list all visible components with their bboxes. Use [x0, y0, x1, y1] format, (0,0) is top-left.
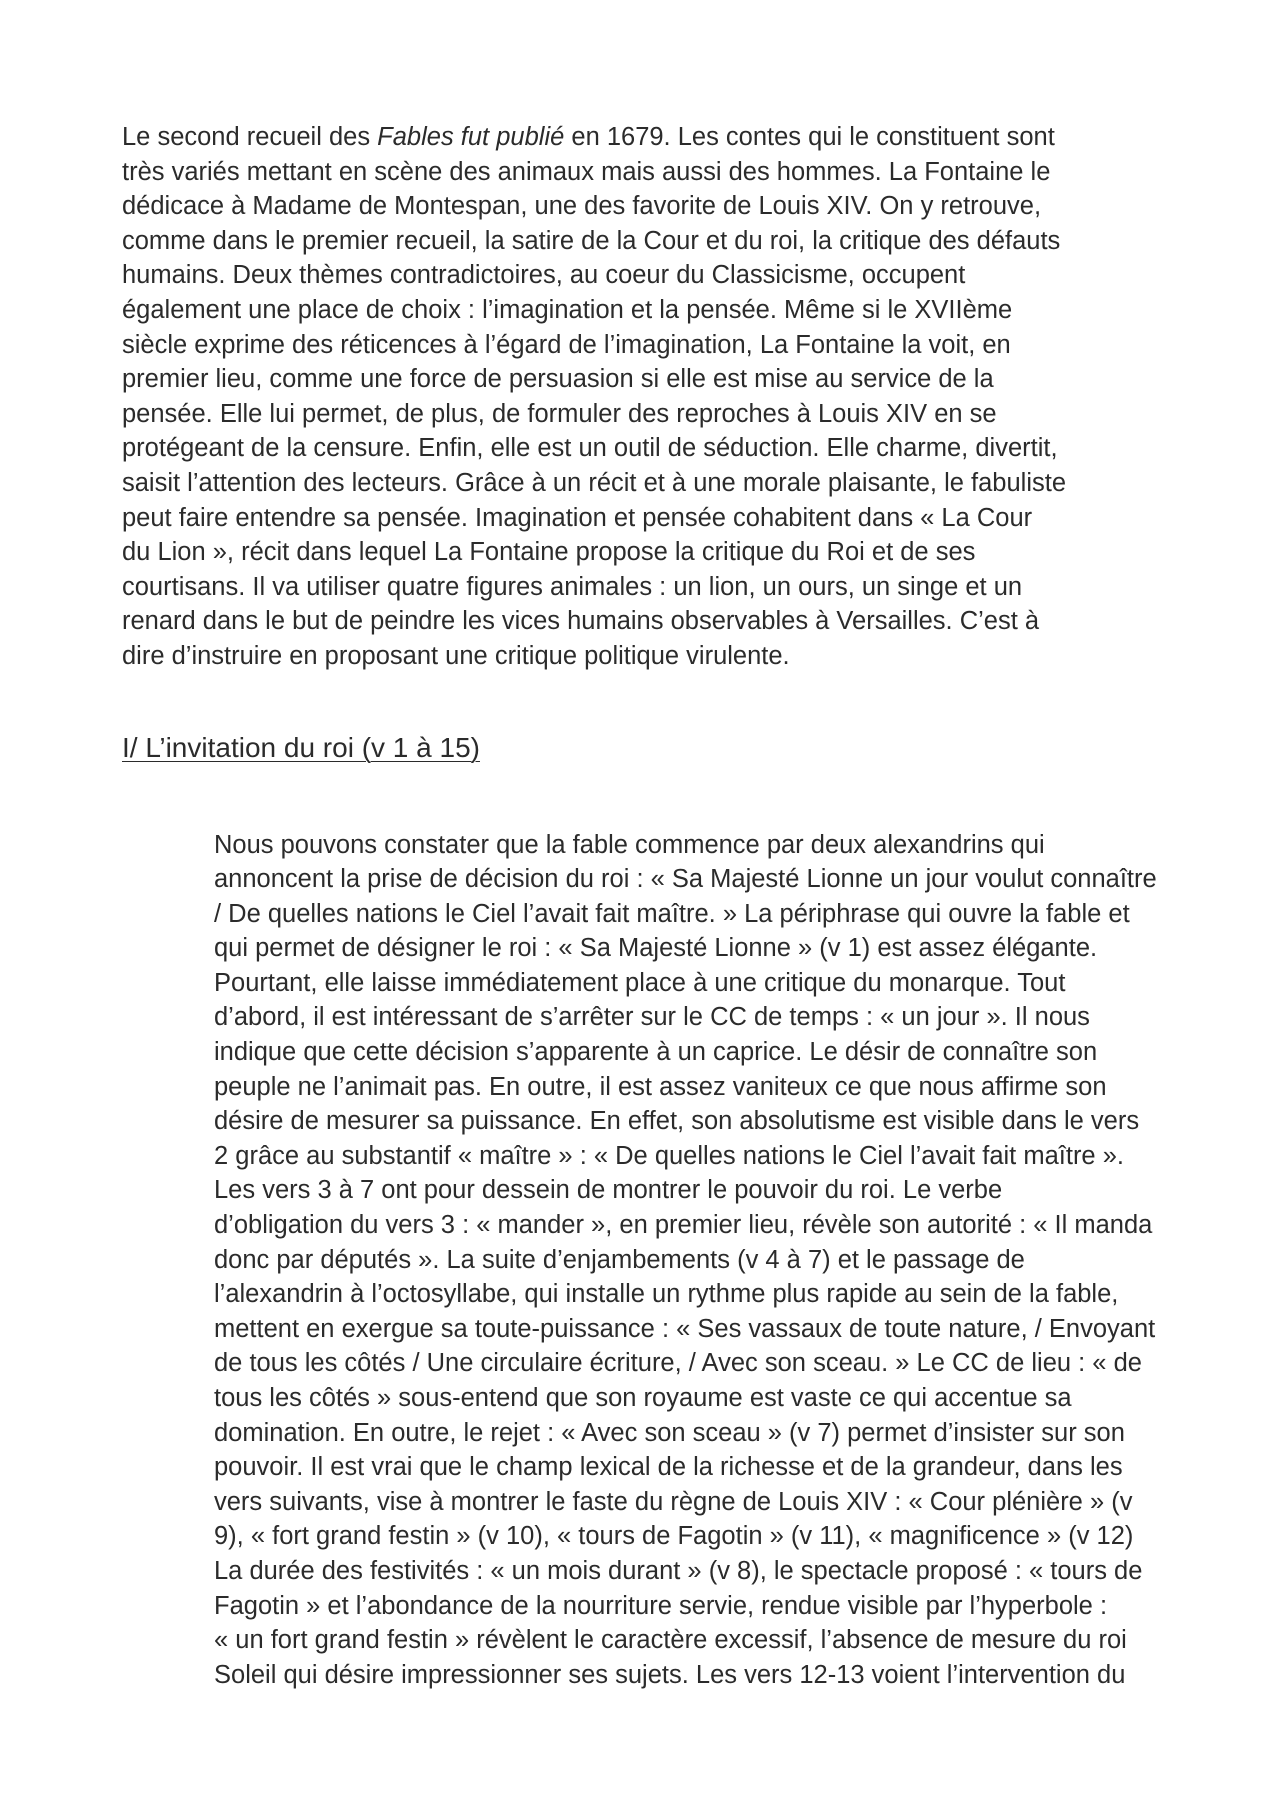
italic-title-text: Fables fut publié — [377, 123, 565, 151]
body-line: peuple ne l’animait pas. En outre, il est assez vaniteux ce que nous affirme son — [214, 1072, 1107, 1101]
intro-line — [122, 258, 1162, 293]
body-line: annoncent la prise de décision du roi : « Sa Majesté Lionne un jour voulut connaître — [214, 865, 1157, 894]
text-run: également une place de choix : l’imagination et la pensée. Même si le XVIIème — [122, 295, 1013, 324]
body-line: tous les côtés » sous-entend que son royaume est vaste ce qui accentue sa — [214, 1384, 1072, 1412]
body-line: désire de mesurer sa puissance. En effet, son absolutisme est visible dans le vers — [214, 1107, 1140, 1136]
intro-line — [122, 397, 1162, 432]
text-run: dire d’instruire en proposant une critique politique virulente. — [122, 641, 790, 670]
document-page — [122, 120, 1162, 1692]
body-line: d’obligation du vers 3 : « mander », en premier lieu, révèle son autorité : « Il manda — [214, 1211, 1153, 1240]
intro-line — [122, 120, 1162, 155]
text-run: siècle exprime des réticences à l’égard de l’imagination, La Fontaine la voit, en — [122, 330, 1011, 359]
text-run: dédicace à Madame de Montespan, une des favorite de Louis XIV. On y retrouve, — [122, 192, 1042, 221]
text-run: pensée. Elle lui permet, de plus, de formuler des reproches à Louis XIV en se — [122, 399, 997, 428]
body-line: « un fort grand festin » révèlent le caractère excessif, l’absence de mesure du roi — [214, 1626, 1127, 1655]
text-run: renard dans le but de peindre les vices humains observables à Versailles. C’est à — [122, 607, 1040, 636]
body-line: Soleil qui désire impressionner ses sujets. Les vers 12-13 voient l’intervention du — [214, 1660, 1126, 1689]
intro-paragraph — [122, 120, 1162, 674]
text-run: très variés mettant en scène des animaux mais aussi des hommes. La Fontaine le — [122, 157, 1051, 186]
intro-line — [122, 189, 1162, 224]
intro-line — [122, 224, 1162, 259]
section-heading: I/ L’invitation du roi (v 1 à 15) — [122, 731, 480, 763]
body-line: 9), « fort grand festin » (v 10), « tours de Fagotin » (v 11), « magnificence » (v 12) — [214, 1522, 1134, 1551]
body-line: / De quelles nations le Ciel l’avait fait maître. » La périphrase qui ouvre la fable et — [214, 899, 1130, 928]
body-line: Pourtant, elle laisse immédiatement place à une critique du monarque. Tout — [214, 968, 1066, 997]
text-run: premier lieu, comme une force de persuasion si elle est mise au service de la — [122, 365, 994, 394]
body-line: qui permet de désigner le roi : « Sa Majesté Lionne » (v 1) est assez élégante. — [214, 934, 1098, 963]
body-line: domination. En outre, le rejet : « Avec son sceau » (v 7) permet d’insister sur son — [214, 1418, 1125, 1447]
text-run: peut faire entendre sa pensée. Imagination et pensée cohabitent dans « La Cour — [122, 503, 1033, 532]
body-line: vers suivants, vise à montrer le faste du règne de Louis XIV : « Cour plénière » (v — [214, 1487, 1133, 1516]
intro-line — [122, 293, 1162, 328]
intro-line — [122, 328, 1162, 363]
text-run: courtisans. Il va utiliser quatre figures animales : un lion, un ours, un singe et un — [122, 572, 1023, 601]
text-run: du Lion », récit dans lequel La Fontaine propose la critique du Roi et de ses — [122, 538, 976, 567]
body-line: 2 grâce au substantif « maître » : « De quelles nations le Ciel l’avait fait maître ». — [214, 1141, 1124, 1170]
body-line: Les vers 3 à 7 ont pour dessein de montrer le pouvoir du roi. Le verbe — [214, 1176, 1003, 1205]
intro-line — [122, 501, 1162, 536]
text-run: comme dans le premier recueil, la satire de la Cour et du roi, la critique des défauts — [122, 226, 1061, 255]
body-line: mettent en exergue sa toute-puissance : « Ses vassaux de toute nature, / Envoyant — [214, 1314, 1156, 1343]
body-line: indique que cette décision s’apparente à un caprice. Le désir de connaître son — [214, 1038, 1098, 1067]
body-line: d’abord, il est intéressant de s’arrêter sur le CC de temps : « un jour ». Il nous — [214, 1003, 1090, 1032]
body-line: pouvoir. Il est vrai que le champ lexical de la richesse et de la grandeur, dans les — [214, 1453, 1123, 1482]
text-run: protégeant de la censure. Enfin, elle est un outil de séduction. Elle charme, divertit, — [122, 434, 1058, 463]
text-run: en 1679. Les contes qui le constituent sont — [564, 123, 1055, 151]
intro-line — [122, 155, 1162, 190]
body-line: l’alexandrin à l’octosyllabe, qui installe un rythme plus rapide au sein de la fable, — [214, 1280, 1119, 1309]
intro-line — [122, 362, 1162, 397]
text-run: Le second recueil des — [122, 123, 378, 151]
body-line: Nous pouvons constater que la fable commence par deux alexandrins qui — [214, 830, 1045, 859]
intro-line — [122, 604, 1162, 639]
intro-line — [122, 570, 1162, 605]
text-run: saisit l’attention des lecteurs. Grâce à un récit et à une morale plaisante, le fabuliste — [122, 468, 1067, 497]
intro-line — [122, 639, 1162, 674]
body-paragraph — [122, 828, 1162, 1693]
intro-line — [122, 535, 1162, 570]
text-run: humains. Deux thèmes contradictoires, au coeur du Classicisme, occupent — [122, 261, 966, 290]
body-line: Fagotin » et l’abondance de la nourriture servie, rendue visible par l’hyperbole : — [214, 1591, 1108, 1620]
intro-line — [122, 466, 1162, 501]
body-line: donc par députés ». La suite d’enjambements (v 4 à 7) et le passage de — [214, 1245, 1025, 1274]
intro-line — [122, 431, 1162, 466]
body-line: de tous les côtés / Une circulaire écriture, / Avec son sceau. » Le CC de lieu : « de — [214, 1349, 1142, 1378]
body-line: La durée des festivités : « un mois durant » (v 8), le spectacle proposé : « tours de — [214, 1556, 1143, 1585]
